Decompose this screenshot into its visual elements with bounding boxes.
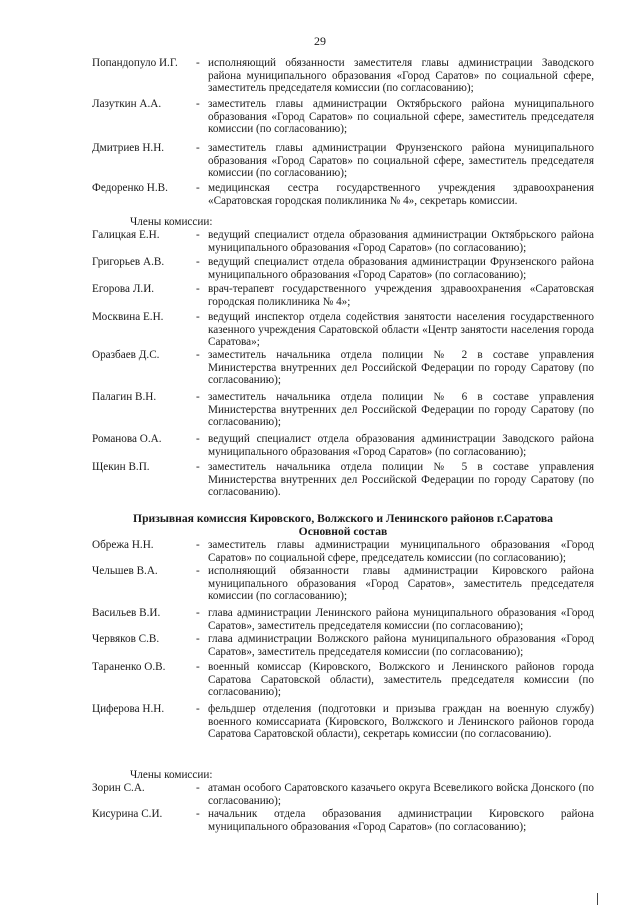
member-name: Циферова Н.Н. [92, 703, 165, 715]
list-item [92, 229, 594, 256]
member-name: Галицкая Е.Н. [92, 229, 160, 241]
commission2-members-list [92, 782, 594, 836]
dash: - [196, 661, 200, 673]
list-item [92, 391, 594, 433]
member-position: заместитель главы администрации Фрунзенского района муниципального образования «Город Саратов» по социальной сфере, заместитель председателя комиссии (по согласованию); [208, 142, 594, 180]
member-name: Васильев В.И. [92, 607, 161, 619]
member-name: Палагин В.Н. [92, 391, 157, 403]
list-item [92, 182, 594, 210]
member-name: Лазуткин А.А. [92, 98, 162, 110]
member-position: ведущий инспектор отдела содействия занятости населения государственного казенного учреждения Саратовской области «Центр занятости населения города Саратова»; [208, 311, 594, 349]
dash: - [196, 98, 200, 110]
members-label: Члены комиссии: [130, 216, 213, 228]
dash: - [196, 182, 200, 194]
commission-members-list [92, 229, 594, 501]
members-label: Члены комиссии: [130, 769, 213, 781]
dash: - [196, 782, 200, 794]
list-item [92, 283, 594, 311]
member-name: Попандопуло И.Г. [92, 57, 178, 69]
member-name: Щекин В.П. [92, 461, 150, 473]
dash: - [196, 57, 200, 69]
dash: - [196, 539, 200, 551]
dash: - [196, 229, 200, 241]
member-position: заместитель главы администрации Октябрьского района муниципального образования «Город Саратов» по социальной сфере, заместитель председателя комиссии (по согласованию); [208, 98, 594, 136]
member-position: военный комиссар (Кировского, Волжского и Ленинского районов города Саратова Саратовской области), заместитель председателя комиссии (по согласованию); [208, 661, 594, 699]
list-item [92, 142, 594, 182]
dash: - [196, 433, 200, 445]
dash: - [196, 391, 200, 403]
list-item [92, 565, 594, 607]
list-item [92, 311, 594, 349]
scan-mark [597, 893, 598, 905]
list-item [92, 57, 594, 95]
section-subtitle: Основной состав [298, 525, 388, 538]
member-position: начальник отдела образования администрации Кировского района муниципального образования «Город Саратов» (по согласованию); [208, 808, 594, 833]
member-position: заместитель главы администрации муниципального образования «Город Саратов» по социальной сфере, председатель комиссии (по согласованию); [208, 539, 594, 564]
member-position: врач-терапевт государственного учреждения здравоохранения «Саратовская городская поликлиника № 4»; [208, 283, 594, 308]
dash: - [196, 283, 200, 295]
dash: - [196, 461, 200, 473]
member-position: ведущий специалист отдела образования администрации Фрунзенского района муниципального образования «Город Саратов» (по согласованию); [208, 256, 594, 281]
member-name: Романова О.А. [92, 433, 162, 445]
member-position: фельдшер отделения (подготовки и призыва граждан на военную службу) военного комиссариата (Кировского, Волжского и Ленинского районов города Саратова Саратовской области), секретарь комиссии (по согласованию). [208, 703, 594, 741]
list-item [92, 703, 594, 758]
member-position: заместитель начальника отдела полиции № 6 в составе управления Министерства внутренних дел Российской Федерации по городу Саратову (по согласованию); [208, 391, 594, 429]
member-name: Дмитриев Н.Н. [92, 142, 165, 154]
member-position: медицинская сестра государственного учреждения здравоохранения «Саратовская городская поликлиника № 4», секретарь комиссии. [208, 182, 594, 207]
list-item [92, 461, 594, 501]
member-position: атаман особого Саратовского казачьего округа Всевеликого войска Донского (по согласованию); [208, 782, 594, 807]
list-item [92, 633, 594, 661]
list-item [92, 782, 594, 808]
member-position: исполняющий обязанности главы администрации Кировского района муниципального образования «Город Саратов», заместитель председателя комиссии (по согласованию); [208, 565, 594, 603]
member-name: Обрежа Н.Н. [92, 539, 154, 551]
list-item [92, 98, 594, 142]
list-item [92, 808, 594, 836]
list-item [92, 607, 594, 633]
member-position: заместитель начальника отдела полиции № 5 в составе управления Министерства внутренних дел Российской Федерации по городу Саратову (по согласованию). [208, 461, 594, 499]
members-heading [92, 216, 594, 229]
list-item [92, 256, 594, 283]
member-position: глава администрации Волжского района муниципального образования «Город Саратов», заместитель председателя комиссии (по согласованию); [208, 633, 594, 658]
commission2-leadership-list [92, 539, 594, 758]
member-position: ведущий специалист отдела образования администрации Заводского района муниципального образования «Город Саратов» (по согласованию); [208, 433, 594, 458]
dash: - [196, 349, 200, 361]
dash: - [196, 633, 200, 645]
member-name: Тараненко О.В. [92, 661, 166, 673]
member-name: Кисурина С.И. [92, 808, 163, 820]
list-item [92, 539, 594, 565]
member-name: Москвина Е.Н. [92, 311, 164, 323]
page-number: 29 [314, 34, 326, 48]
list-item [92, 433, 594, 461]
list-item [92, 349, 594, 391]
member-name: Червяков С.В. [92, 633, 160, 645]
member-name: Григорьев А.В. [92, 256, 165, 268]
dash: - [196, 808, 200, 820]
dash: - [196, 565, 200, 577]
member-position: исполняющий обязанности заместителя главы администрации Заводского района муниципального образования «Город Саратов» по социальной сфере, заместитель председателя комиссии (по согласованию); [208, 57, 594, 95]
member-name: Зорин С.А. [92, 782, 145, 794]
members-heading [92, 769, 594, 782]
member-position: глава администрации Ленинского района муниципального образования «Город Саратов», заместитель председателя комиссии (по согласованию); [208, 607, 594, 632]
member-name: Федоренко Н.В. [92, 182, 168, 194]
dash: - [196, 607, 200, 619]
member-name: Чельшев В.А. [92, 565, 158, 577]
dash: - [196, 703, 200, 715]
member-position: заместитель начальника отдела полиции № 2 в составе управления Министерства внутренних дел Российской Федерации по городу Саратову (по согласованию); [208, 349, 594, 387]
member-position: ведущий специалист отдела образования администрации Октябрьского района муниципального образования «Город Саратов» (по согласованию); [208, 229, 594, 254]
dash: - [196, 142, 200, 154]
member-name: Егорова Л.И. [92, 283, 155, 295]
member-name: Оразбаев Д.С. [92, 349, 160, 361]
list-item [92, 661, 594, 703]
commission-leadership-list [92, 57, 594, 210]
dash: - [196, 311, 200, 323]
section-title: Призывная комиссия Кировского, Волжского и Ленинского районов г.Саратова [133, 512, 553, 525]
dash: - [196, 256, 200, 268]
